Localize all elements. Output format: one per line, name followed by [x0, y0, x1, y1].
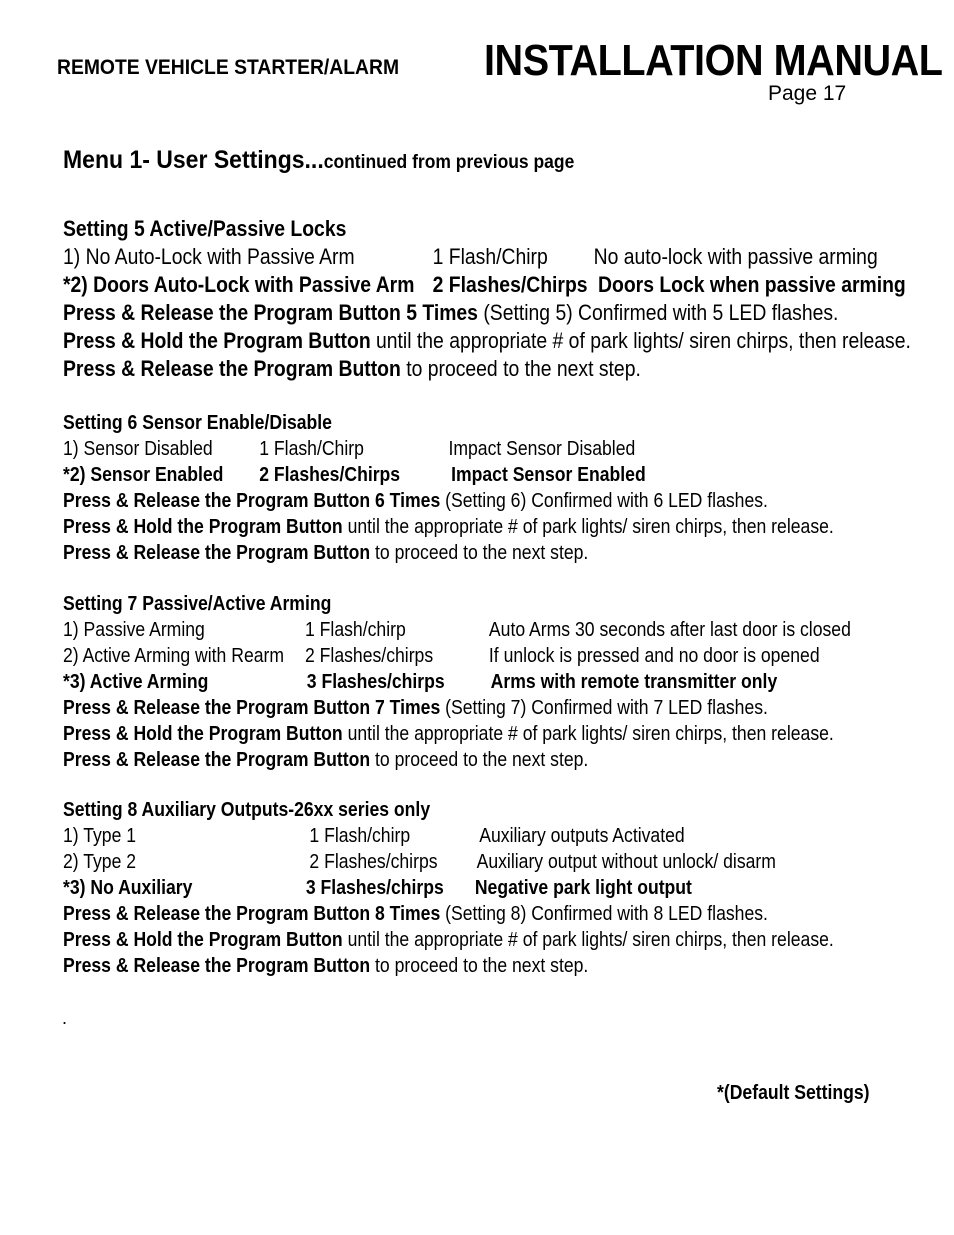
option-description: Negative park light output — [474, 877, 692, 899]
instruction-text: to proceed to the next step. — [370, 542, 589, 564]
instruction-line — [63, 514, 834, 540]
option-label: *2) Doors Auto-Lock with Passive Arm — [63, 272, 415, 297]
option-flash: 3 Flashes/chirps — [305, 877, 444, 899]
manual-subtitle: REMOTE VEHICLE STARTER/ALARM — [57, 56, 400, 79]
instruction-line — [63, 695, 834, 721]
instruction-text: (Setting 8) Confirmed with 8 LED flashes. — [440, 903, 768, 925]
option-row — [63, 643, 834, 669]
option-flash: 2 Flashes/chirps — [309, 851, 438, 873]
instruction-bold: Press & Release the Program Button — [63, 542, 371, 564]
manual-title: INSTALLATION MANUAL — [484, 36, 943, 85]
setting-8-section — [63, 797, 834, 979]
option-flash: 2 Flashes/Chirps — [259, 464, 401, 486]
setting-6-section — [63, 410, 834, 566]
instruction-bold: Press & Release the Program Button 7 Times — [63, 697, 441, 719]
setting-heading: Setting 5 Active/Passive Locks — [63, 216, 347, 241]
menu-heading — [63, 146, 574, 175]
instruction-text: to proceed to the next step. — [370, 749, 589, 771]
option-row-default — [63, 669, 834, 695]
option-flash: 1 Flash/chirp — [305, 619, 406, 641]
instruction-line — [63, 299, 911, 327]
option-description: Auxiliary output without unlock/ disarm — [476, 851, 776, 873]
default-settings-note: *(Default Settings) — [717, 1082, 870, 1104]
option-description: Auto Arms 30 seconds after last door is closed — [488, 619, 851, 641]
instruction-line — [63, 488, 834, 514]
option-label: 1) Sensor Disabled — [63, 438, 213, 460]
setting-heading: Setting 7 Passive/Active Arming — [63, 593, 332, 615]
instruction-text: to proceed to the next step. — [400, 356, 641, 381]
menu-heading-continued: continued from previous page — [323, 152, 575, 173]
instruction-text: until the appropriate # of park lights/ siren chirps, then release. — [342, 516, 834, 538]
instruction-text: until the appropriate # of park lights/ siren chirps, then release. — [342, 723, 834, 745]
stray-period: . — [62, 1008, 68, 1028]
instruction-text: to proceed to the next step. — [370, 955, 589, 977]
instruction-bold: Press & Release the Program Button — [63, 955, 371, 977]
option-label: 1) Passive Arming — [63, 619, 205, 641]
option-label: 1) No Auto-Lock with Passive Arm — [63, 244, 355, 269]
instruction-line — [63, 540, 834, 566]
instruction-line — [63, 901, 834, 927]
option-row-default — [63, 271, 911, 299]
instruction-line — [63, 953, 834, 979]
instruction-bold: Press & Release the Program Button — [63, 356, 401, 381]
instruction-bold: Press & Hold the Program Button — [63, 328, 371, 353]
option-description: Impact Sensor Enabled — [451, 464, 646, 486]
setting-heading: Setting 6 Sensor Enable/Disable — [63, 412, 332, 434]
option-description: Arms with remote transmitter only — [490, 671, 778, 693]
option-description: Auxiliary outputs Activated — [479, 825, 685, 847]
instruction-bold: Press & Hold the Program Button — [63, 723, 343, 745]
option-row-default — [63, 462, 834, 488]
instruction-text: (Setting 6) Confirmed with 6 LED flashes. — [440, 490, 768, 512]
instruction-text: (Setting 5) Confirmed with 5 LED flashes. — [477, 300, 839, 325]
instruction-line — [63, 927, 834, 953]
instruction-text: until the appropriate # of park lights/ siren chirps, then release. — [370, 328, 911, 353]
instruction-line — [63, 747, 834, 773]
option-description: If unlock is pressed and no door is opened — [488, 645, 820, 667]
option-flash: 1 Flash/Chirp — [259, 438, 364, 460]
setting-5-section — [63, 215, 911, 383]
option-flash: 2 Flashes/Chirps — [432, 272, 588, 297]
setting-heading: Setting 8 Auxiliary Outputs-26xx series only — [63, 799, 431, 821]
instruction-bold: Press & Hold the Program Button — [63, 516, 343, 538]
instruction-text: until the appropriate # of park lights/ siren chirps, then release. — [342, 929, 834, 951]
option-description: No auto-lock with passive arming — [593, 244, 878, 269]
instruction-bold: Press & Release the Program Button 8 Times — [63, 903, 441, 925]
option-description: Impact Sensor Disabled — [448, 438, 636, 460]
option-row — [63, 243, 911, 271]
option-label: 1) Type 1 — [63, 825, 137, 847]
option-label: *2) Sensor Enabled — [63, 464, 224, 486]
instruction-bold: Press & Release the Program Button — [63, 749, 371, 771]
option-label: *3) No Auxiliary — [63, 877, 193, 899]
menu-heading-title: Menu 1- User Settings... — [63, 146, 324, 174]
option-row-default — [63, 875, 834, 901]
option-flash: 1 Flash/Chirp — [432, 244, 548, 269]
setting-7-section — [63, 591, 851, 773]
instruction-text: (Setting 7) Confirmed with 7 LED flashes. — [440, 697, 768, 719]
option-row — [63, 617, 851, 643]
option-flash: 3 Flashes/chirps — [306, 671, 445, 693]
option-flash: 1 Flash/chirp — [309, 825, 411, 847]
option-label: 2) Type 2 — [63, 851, 137, 873]
option-label: 2) Active Arming with Rearm — [63, 645, 285, 667]
option-flash: 2 Flashes/chirps — [305, 645, 434, 667]
instruction-bold: Press & Release the Program Button 6 Times — [63, 490, 441, 512]
option-row — [63, 436, 834, 462]
instruction-line — [63, 721, 834, 747]
instruction-line — [63, 327, 911, 355]
instruction-line — [63, 355, 911, 383]
option-label: *3) Active Arming — [63, 671, 209, 693]
option-description: Doors Lock when passive arming — [598, 272, 906, 297]
instruction-bold: Press & Hold the Program Button — [63, 929, 343, 951]
option-row — [63, 849, 834, 875]
option-row — [63, 823, 834, 849]
instruction-bold: Press & Release the Program Button 5 Times — [63, 300, 478, 325]
page-number: Page 17 — [768, 82, 847, 105]
